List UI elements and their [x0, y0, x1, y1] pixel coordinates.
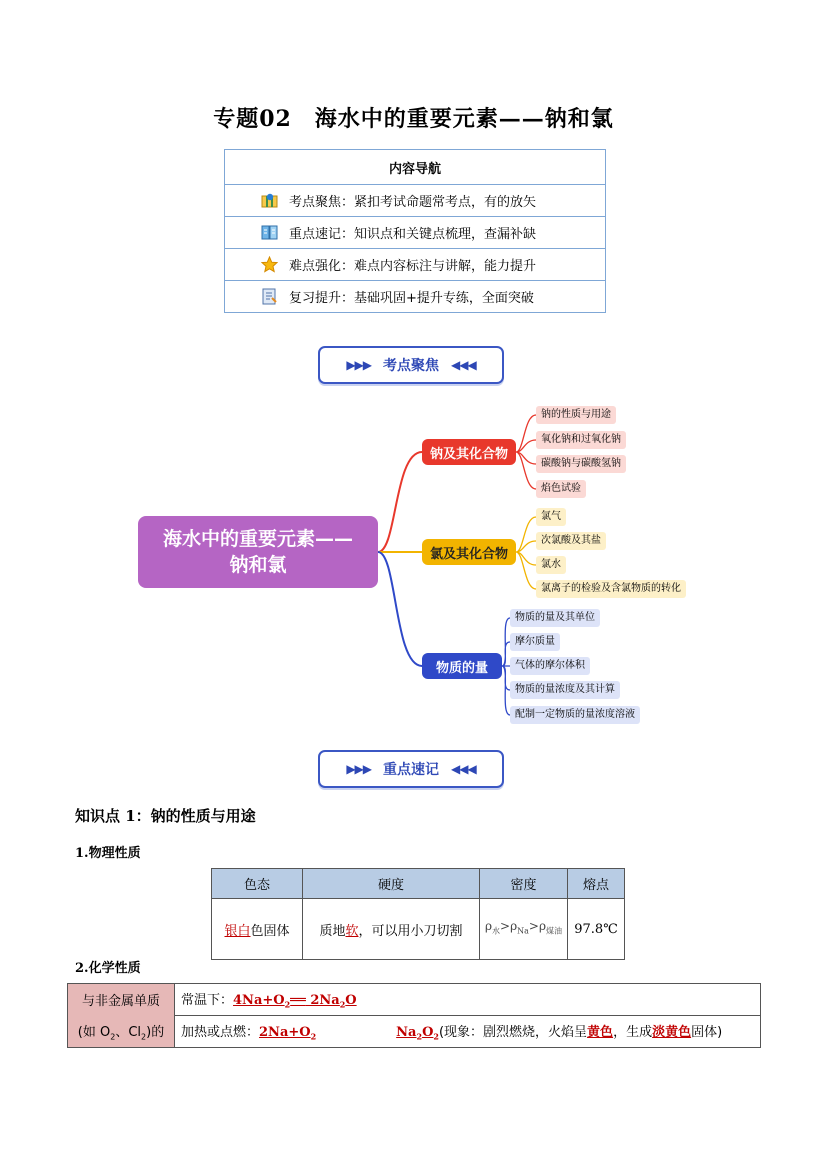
nav-row-difficult [225, 248, 605, 280]
leaf-chlorine-3: 氯水 [536, 556, 566, 574]
product-color-answer: 淡黄色 [652, 1025, 692, 1041]
arrow-right-icon: ▶▶▶ [346, 358, 371, 372]
rho-oil-sub: 煤油 [546, 926, 563, 936]
equation-room-temp: $4Na+O_2══$ $2Na_2O$ [233, 993, 357, 1010]
density-cell: $\rho_水>\rho_{Na}>\rho_{煤油}$ [480, 899, 568, 960]
hardness-answer: 软 [345, 923, 359, 939]
chemical-properties-table [67, 983, 761, 1048]
mind-map [132, 400, 702, 730]
color-state-cell [212, 899, 303, 960]
table-row [212, 899, 625, 960]
leaf-mole-4: 物质的量浓度及其计算 [510, 681, 620, 699]
star-icon [261, 256, 278, 273]
rho-symbol: ρ [484, 919, 493, 934]
leaf-sodium-1: 钠的性质与用途 [536, 406, 616, 424]
reaction-cell-heating [175, 1016, 761, 1048]
color-rest: 色固体 [250, 923, 290, 939]
leaf-chlorine-4: 氯离子的检验及含氯物质的转化 [536, 580, 686, 598]
table-row [68, 1016, 761, 1048]
nav-row-review [225, 280, 605, 312]
banner-notes [318, 750, 504, 788]
notebook-icon [261, 288, 278, 305]
nav-row-text: 复习提升：基础巩固+提升专练，全面突破 [289, 291, 534, 306]
knowledge-point-heading: 知识点 1：钠的性质与用途 [75, 807, 256, 825]
leaf-mole-5: 配制一定物质的量浓度溶液 [510, 706, 640, 724]
nav-header-text: 内容导航 [388, 161, 441, 177]
color-answer: 银白 [224, 923, 251, 939]
arrow-left-icon: ◀◀◀ [451, 358, 476, 372]
header-cell: 密度 [480, 869, 568, 899]
hardness-post: ，可以用小刀切割 [358, 923, 463, 939]
center-line-1: 海水中的重要元素—— [162, 528, 353, 550]
rho-water-sub: 水 [492, 926, 501, 936]
label-cell: (如 $O_2$、$Cl_2$)的 [68, 1016, 175, 1048]
label-cell: 与非金属单质 [68, 984, 175, 1016]
flame-color-answer: 黄色 [587, 1025, 614, 1041]
physical-properties-table [211, 868, 625, 960]
leaf-mole-1: 物质的量及其单位 [510, 609, 600, 627]
observation-pre: (现象：剧烈燃烧，火焰呈 [438, 1025, 588, 1041]
nav-row-text: 考点聚焦：紧扣考试命题常考点，有的放矢 [289, 195, 537, 210]
hub-sodium: 钠及其化合物 [422, 439, 516, 465]
nav-row-notes [225, 216, 605, 248]
leaf-mole-3: 气体的摩尔体积 [510, 657, 590, 675]
rho-na-sub: Na [517, 926, 529, 936]
arrow-right-icon: ▶▶▶ [346, 762, 371, 776]
hub-mole: 物质的量 [422, 653, 502, 679]
hub-chlorine: 氯及其化合物 [422, 539, 516, 565]
leaf-sodium-3: 碳酸钠与碳酸氢钠 [536, 455, 626, 473]
observation-mid: ，生成 [613, 1025, 653, 1041]
header-cell: 色态 [212, 869, 303, 899]
reaction-cell-room-temp [175, 984, 761, 1016]
hardness-pre: 质地 [319, 923, 346, 939]
chemical-properties-heading: 2.化学性质 [75, 961, 141, 976]
banner-focus-label: 考点聚焦 [383, 358, 439, 374]
book-icon [261, 224, 278, 241]
condition-heating: 加热或点燃： [181, 1025, 260, 1041]
page-title: 专题02 海水中的重要元素——钠和氯 [213, 106, 614, 132]
leaf-chlorine-1: 氯气 [536, 508, 566, 526]
leaf-mole-2: 摩尔质量 [510, 633, 560, 651]
nav-row-focus [225, 184, 605, 216]
table-header-row [212, 869, 625, 899]
nav-row-text: 难点强化：难点内容标注与讲解，能力提升 [289, 259, 537, 274]
nav-header [225, 150, 605, 184]
gt-symbol: > [500, 919, 511, 934]
table-row [68, 984, 761, 1016]
header-cell: 熔点 [568, 869, 625, 899]
equation-heating-reactants: $2Na+O_2$ [259, 1025, 317, 1042]
observation-post: 固体) [691, 1025, 723, 1041]
melting-point-cell: 97.8℃ [568, 899, 625, 960]
mind-map-center [138, 516, 378, 588]
physical-properties-heading: 1.物理性质 [75, 846, 141, 861]
condition-room-temp: 常温下： [181, 993, 234, 1009]
hardness-cell [303, 899, 480, 960]
content-navigation [224, 149, 606, 313]
leaf-sodium-4: 焰色试验 [536, 480, 586, 498]
header-cell: 硬度 [303, 869, 480, 899]
leaf-chlorine-2: 次氯酸及其盐 [536, 532, 606, 550]
banner-focus [318, 346, 504, 384]
leaf-sodium-2: 氧化钠和过氧化钠 [536, 431, 626, 449]
equation-heating-product: $Na_2O_2$ [396, 1025, 439, 1042]
nav-row-text: 重点速记：知识点和关键点梳理，查漏补缺 [289, 227, 537, 242]
banner-notes-label: 重点速记 [383, 762, 439, 778]
arrow-left-icon: ◀◀◀ [451, 762, 476, 776]
map-icon [261, 192, 278, 209]
center-line-2: 钠和氯 [229, 554, 287, 576]
